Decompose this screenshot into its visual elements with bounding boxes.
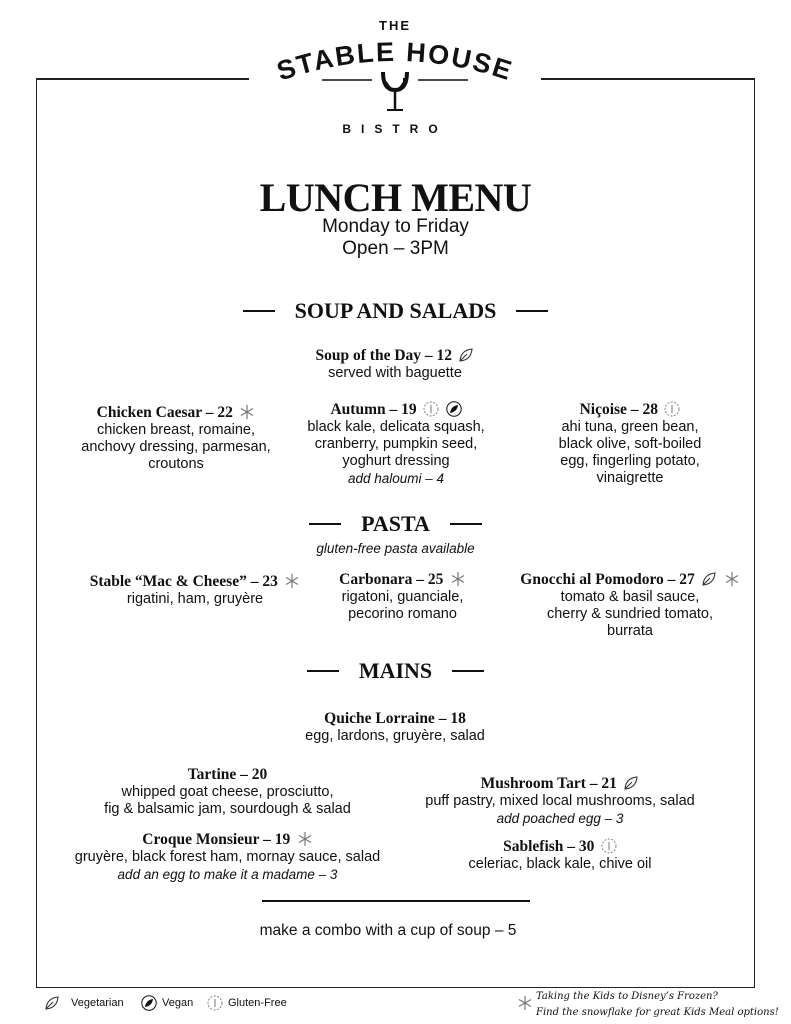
item-desc-line: vinaigrette [596, 470, 664, 486]
item-name: Chicken Caesar – 22 [96, 404, 233, 421]
legend-label: Vegan [162, 997, 194, 1009]
border-top-right [541, 78, 754, 80]
item-mac-cheese [70, 573, 320, 608]
item-name: Tartine – 20 [187, 766, 268, 783]
legend-gluten-free [205, 995, 287, 1011]
item-desc: puff pastry, mixed local mushrooms, salad [425, 793, 695, 809]
snowflake-icon [297, 831, 313, 847]
legend-vegan [139, 995, 193, 1011]
item-addon: add poached egg – 3 [496, 811, 624, 826]
item-desc: egg, lardons, gruyère, salad [305, 728, 485, 744]
item-desc-line: cranberry, pumpkin seed, [314, 436, 478, 452]
frozen-line: Find the snowflake for great Kids Meal options! [536, 1007, 779, 1018]
item-desc-line: chicken breast, romaine, [97, 422, 255, 438]
item-desc-line: black kale, delicata squash, [307, 419, 485, 435]
wheat-free-icon [664, 401, 680, 417]
item-quiche [245, 710, 545, 745]
item-desc: rigatini, ham, gruyère [126, 591, 264, 607]
item-desc-line: croutons [148, 456, 204, 472]
section-pasta [0, 511, 791, 537]
leaf-icon [623, 775, 639, 791]
logo [250, 18, 540, 138]
combo-note: make a combo with a cup of soup – 5 [259, 922, 517, 939]
leaf-icon [701, 571, 717, 587]
snowflake-icon [517, 995, 533, 1011]
wheat-free-icon [601, 838, 617, 854]
legend-label: Vegetarian [71, 997, 124, 1009]
item-name: Carbonara – 25 [339, 571, 444, 588]
item-carbonara [310, 571, 495, 623]
item-desc: served with baguette [328, 365, 462, 381]
logo-the: THE [379, 18, 411, 33]
item-mushroom-tart [400, 775, 720, 827]
item-desc-line: tomato & basil sauce, [560, 589, 700, 605]
snowflake-icon [724, 571, 740, 587]
item-desc-line: whipped goat cheese, prosciutto, [121, 784, 334, 800]
item-soup-of-the-day [245, 347, 545, 382]
page-title: LUNCH MENU [259, 175, 532, 220]
item-desc-line: egg, fingerling potato, [560, 453, 700, 469]
item-desc: gruyère, black forest ham, mornay sauce, salad [74, 849, 381, 865]
menu-hours: Open – 3PM [342, 238, 449, 259]
item-desc-line: anchovy dressing, parmesan, [81, 439, 271, 455]
vegan-leaf-icon [141, 995, 157, 1011]
wheat-free-icon [423, 401, 439, 417]
item-name: Autumn – 19 [330, 401, 417, 418]
svg-text:STABLE HOUSE: STABLE HOUSE [273, 36, 517, 85]
section-mains [0, 658, 791, 684]
legend-vegetarian [42, 995, 124, 1011]
legend-label: Gluten-Free [228, 997, 287, 1009]
section-title: SOUP AND SALADS [294, 298, 497, 323]
vegan-leaf-icon [446, 401, 462, 417]
item-name: Gnocchi al Pomodoro – 27 [520, 571, 695, 588]
divider [262, 900, 530, 902]
item-desc-line: black olive, soft-boiled [558, 436, 702, 452]
leaf-icon [44, 995, 60, 1011]
item-desc: celeriac, black kale, chive oil [468, 856, 652, 872]
section-title: PASTA [361, 511, 430, 536]
logo-bistro: BISTRO [342, 122, 448, 136]
leaf-icon [458, 347, 474, 363]
item-desc-line: rigatoni, guanciale, [341, 589, 464, 605]
item-sablefish [440, 838, 680, 873]
pasta-note: gluten-free pasta available [316, 541, 475, 556]
section-title: MAINS [358, 658, 433, 683]
item-autumn [286, 401, 506, 487]
item-name: Soup of the Day – 12 [315, 347, 453, 364]
item-name: Niçoise – 28 [579, 401, 658, 418]
item-gnocchi [500, 571, 760, 640]
border-top-left [36, 78, 249, 80]
frozen-promo [536, 989, 779, 1021]
snowflake-icon [284, 573, 300, 589]
item-desc-line: yoghurt dressing [342, 453, 450, 469]
item-name: Stable “Mac & Cheese” – 23 [89, 573, 278, 590]
item-croque-monsieur [50, 831, 405, 883]
item-addon: add haloumi – 4 [347, 471, 445, 486]
item-name: Sablefish – 30 [503, 838, 595, 855]
item-desc-line: burrata [607, 623, 653, 639]
item-desc-line: fig & balsamic jam, sourdough & salad [104, 801, 351, 817]
snowflake-icon [450, 571, 466, 587]
item-addon: add an egg to make it a madame – 3 [117, 867, 338, 882]
menu-days: Monday to Friday [322, 216, 469, 237]
item-desc-line: cherry & sundried tomato, [546, 606, 714, 622]
item-tartine [60, 766, 395, 818]
item-name: Quiche Lorraine – 18 [324, 710, 466, 727]
frozen-line: Taking the Kids to Disney’s Frozen? [536, 991, 718, 1002]
item-desc-line: ahi tuna, green bean, [561, 419, 699, 435]
item-name: Mushroom Tart – 21 [480, 775, 617, 792]
item-name: Croque Monsieur – 19 [142, 831, 291, 848]
section-soup-salads [0, 298, 791, 324]
item-desc-line: pecorino romano [348, 606, 457, 622]
snowflake-icon [239, 404, 255, 420]
horseshoe-glass-icon [250, 68, 540, 118]
item-nicoise [520, 401, 740, 487]
item-chicken-caesar [60, 404, 292, 473]
wheat-free-icon [207, 995, 223, 1011]
